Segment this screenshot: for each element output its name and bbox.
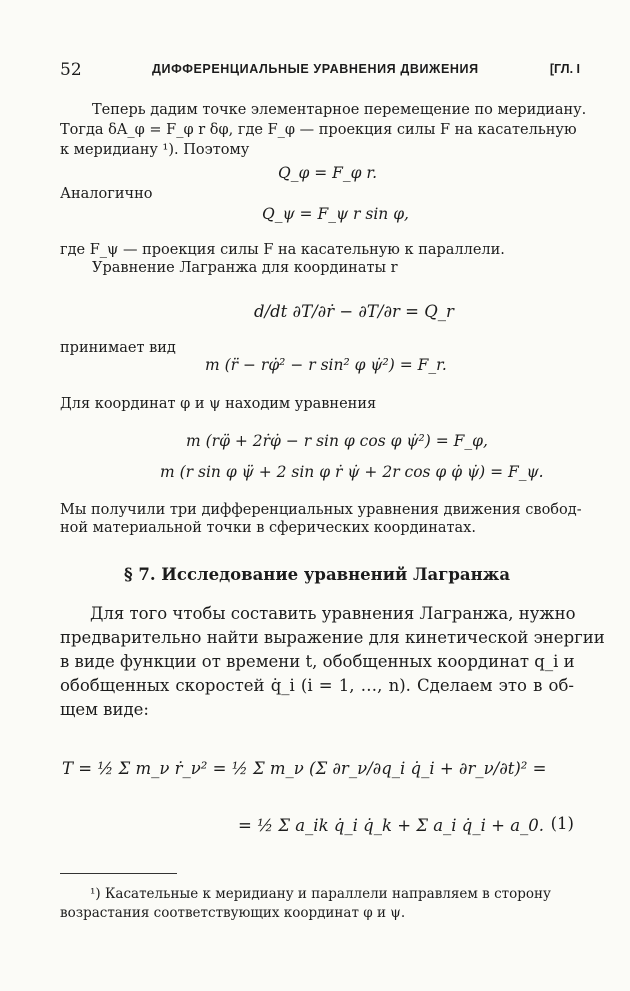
formula-kinetic-energy-line2: = ½ Σ a_ik q̇_i q̇_k + Σ a_i q̇_i + a_0. [238,816,545,835]
formula-psi-equation: m (r sin φ ψ̈ + 2 sin φ ṙ ψ̇ + 2r cos φ φ̇ ψ̇) = F_ψ. [160,463,544,481]
paragraph-line: щем виде: [60,700,149,719]
paragraph-line: Аналогично [60,186,153,202]
paragraph-line: в виде функции от времени t, обобщенных координат q_i и [60,652,575,671]
paragraph-line: Мы получили три дифференциальных уравнения движения свобод- [60,502,582,518]
paragraph-line: обобщенных скоростей q̇_i (i = 1, …, n). Сделаем это в об- [60,676,574,695]
paragraph-line: Для координат φ и ψ находим уравнения [60,396,377,412]
chapter-label: [ГЛ. I [549,62,580,76]
page-header [60,60,580,84]
formula-lagrange-r: d/dt ∂T/∂ṙ − ∂T/∂r = Q_r [254,302,454,321]
paragraph-line: предварительно найти выражение для кинетической энергии [60,628,605,647]
page-number: 52 [60,60,82,80]
paragraph-line: к меридиану ¹). Поэтому [60,142,250,158]
paragraph-line: Тогда δA_φ = F_φ r δφ, где F_φ — проекция силы F на касательную [60,122,577,138]
section-heading: § 7. Исследование уравнений Лагранжа [123,565,511,584]
formula-phi-equation: m (rφ̈ + 2ṙφ̇ − r sin φ cos φ ψ̇²) = F_φ, [186,432,488,450]
paragraph-line: Теперь дадим точке элементарное перемещение по меридиану. [92,102,587,118]
equation-number: (1) [550,814,574,833]
paragraph-line: Уравнение Лагранжа для координаты r [92,260,398,276]
paragraph-line: принимает вид [60,340,176,356]
running-title: ДИФФЕРЕНЦИАЛЬНЫЕ УРАВНЕНИЯ ДВИЖЕНИЯ [152,62,479,76]
footnote-line: ¹) Касательные к меридиану и параллели направляем в сторону [90,886,551,902]
footnote-line: возрастания соответствующих координат φ и ψ. [60,905,406,921]
footnote-divider [60,873,177,874]
formula-r-equation: m (r̈ − rφ̇² − r sin² φ ψ̇²) = F_r. [205,356,447,374]
paragraph-line: где F_ψ — проекция силы F на касательную к параллели. [60,242,505,258]
formula-kinetic-energy-line1: T = ½ Σ m_ν ṙ_ν² = ½ Σ m_ν (Σ ∂r_ν/∂q_i q̇_i + ∂r_ν/∂t)² = [62,759,547,778]
paragraph-line: Для того чтобы составить уравнения Лагранжа, нужно [90,604,576,623]
paragraph-line: ной материальной точки в сферических координатах. [60,520,476,536]
formula-q-psi: Q_ψ = F_ψ r sin φ, [262,205,409,223]
formula-q-phi: Q_φ = F_φ r. [278,164,378,182]
